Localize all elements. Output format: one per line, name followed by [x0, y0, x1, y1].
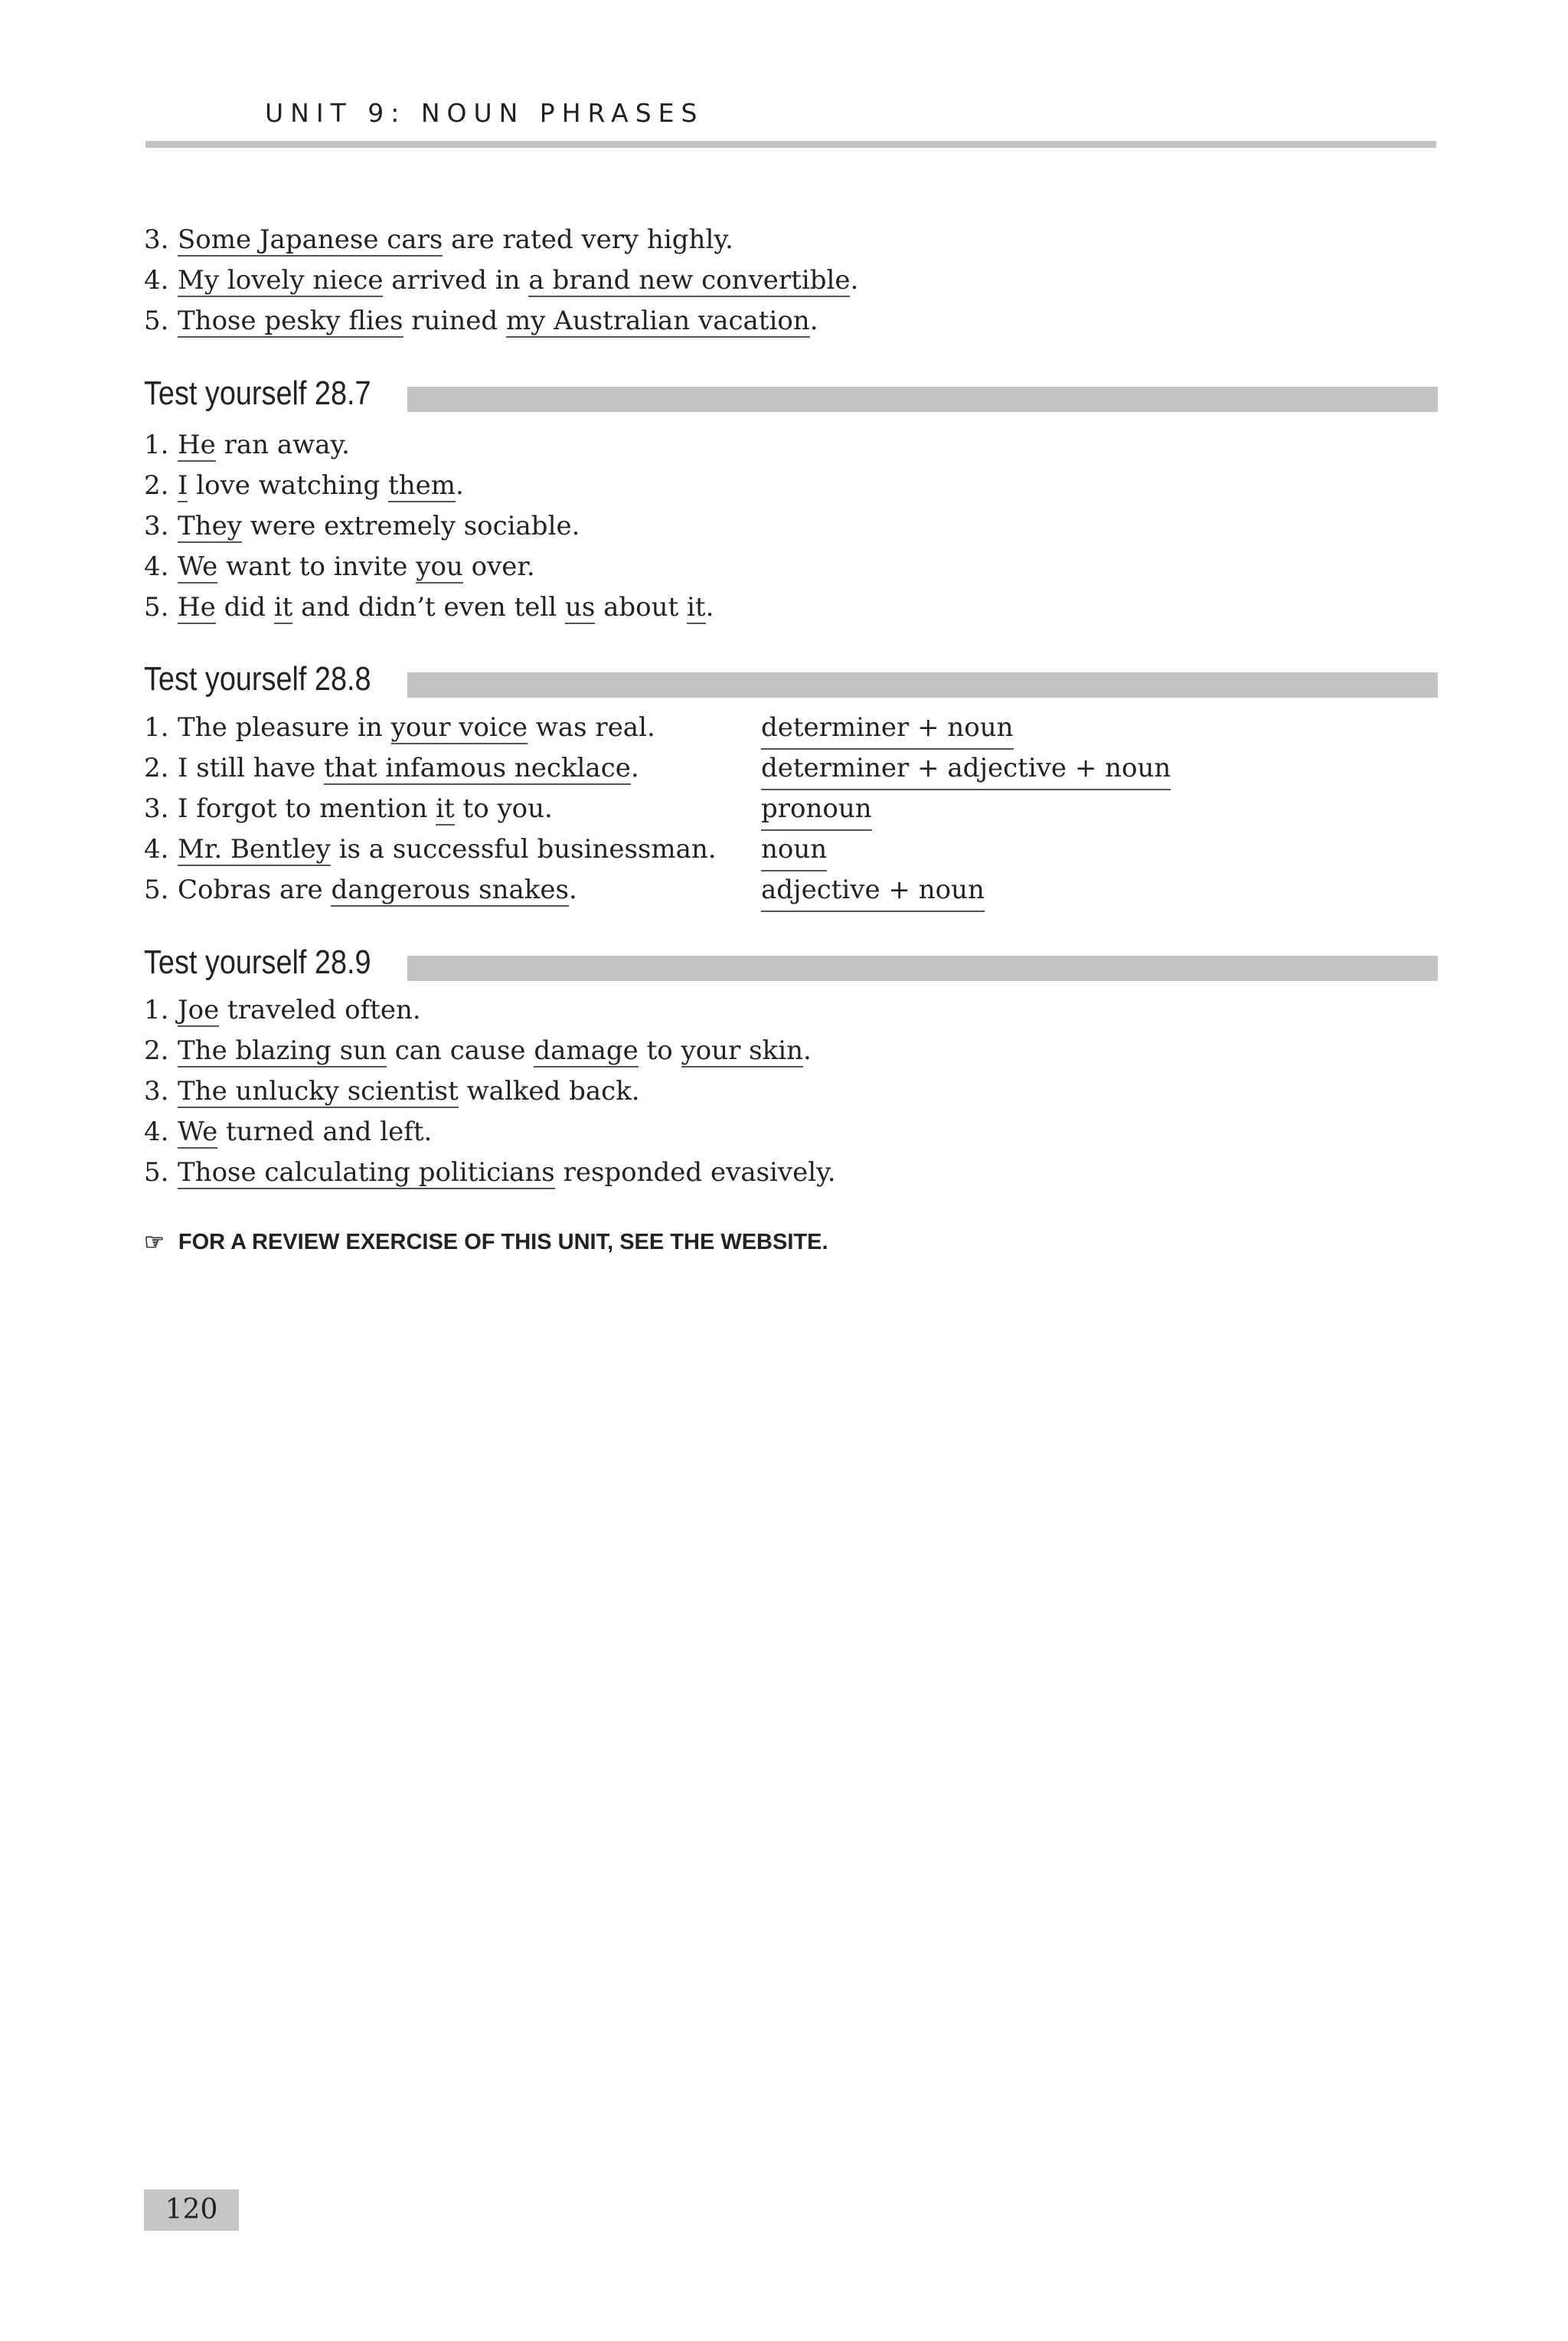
sentence-text: to you.: [454, 793, 553, 824]
item-sentence: [178, 466, 464, 506]
sentence-text: can cause: [386, 1035, 534, 1066]
sentence-text: did: [215, 592, 274, 623]
item-number: 4.: [144, 834, 169, 865]
item-number: 3.: [144, 793, 169, 824]
underlined-phrase: a brand new convertible: [528, 265, 851, 296]
section-title: Test yourself 28.9: [144, 943, 371, 981]
sentence-text: love watching: [188, 470, 389, 501]
list-item: [144, 301, 1438, 342]
underlined-phrase: My lovely niece: [178, 265, 384, 296]
section-heading-28-9: [144, 940, 1438, 986]
item-number: 4.: [144, 1117, 169, 1147]
underlined-phrase: your skin: [681, 1035, 803, 1066]
sentence-text: turned and left.: [217, 1117, 433, 1147]
sentence-text: The pleasure in: [178, 712, 391, 743]
sentence-text: are rated very highly.: [443, 224, 733, 255]
list-item: [144, 708, 1438, 748]
sentence-text: arrived in: [383, 265, 529, 296]
underlined-phrase: The blazing sun: [178, 1035, 387, 1066]
underlined-phrase: you: [416, 551, 463, 582]
item-sentence: [178, 1031, 812, 1071]
underlined-phrase: The unlucky scientist: [178, 1076, 459, 1107]
list-item: [144, 587, 1438, 628]
sentence-text: .: [850, 265, 859, 296]
underlined-phrase: it: [436, 793, 455, 824]
underlined-phrase: They: [178, 511, 242, 541]
underlined-phrase: it: [273, 592, 293, 623]
item-sentence: [178, 829, 717, 870]
sentence-text: I still have: [178, 753, 325, 783]
review-text: FOR A REVIEW EXERCISE OF THIS UNIT, SEE THE WEBSITE.: [178, 1230, 828, 1254]
sentence-text: .: [705, 592, 714, 623]
answer-label: noun: [761, 829, 827, 871]
item-sentence: [178, 220, 733, 260]
sentence-text: ran away.: [215, 430, 350, 460]
list-item: [144, 547, 1438, 587]
item-sentence: [178, 1153, 836, 1193]
item-number: 4.: [144, 551, 169, 582]
list-item: [144, 1112, 1438, 1153]
item-sentence: [178, 425, 350, 466]
item-number: 2.: [144, 470, 169, 501]
item-number: 3.: [144, 1076, 169, 1107]
underlined-phrase: I: [178, 470, 188, 501]
item-sentence: [178, 708, 655, 748]
item-sentence: [178, 1071, 640, 1112]
list-item: [144, 466, 1438, 506]
item-number: 3.: [144, 224, 169, 255]
item-number: 5.: [144, 1157, 169, 1188]
sentence-text: over.: [462, 551, 535, 582]
underlined-phrase: He: [178, 592, 216, 623]
underlined-phrase: that infamous necklace: [324, 753, 631, 783]
sentence-text: were extremely sociable.: [241, 511, 580, 541]
list-item: [144, 990, 1438, 1031]
item-number: 5.: [144, 592, 169, 623]
item-sentence: [178, 789, 553, 829]
list-item: [144, 1153, 1438, 1193]
list-item: [144, 425, 1438, 466]
running-header: [145, 90, 1432, 136]
answer-list-28-7: [144, 425, 1438, 628]
underlined-phrase: Those pesky flies: [178, 306, 403, 336]
sentence-text: .: [630, 753, 639, 783]
underlined-phrase: damage: [534, 1035, 639, 1066]
sentence-text: traveled often.: [219, 995, 421, 1025]
item-sentence: [178, 547, 535, 587]
underlined-phrase: it: [687, 592, 706, 623]
section-heading-28-8: [144, 656, 1438, 702]
sentence-text: to: [638, 1035, 681, 1066]
item-number: 1.: [144, 995, 169, 1025]
section-title: Test yourself 28.7: [144, 374, 371, 412]
sentence-text: about: [595, 592, 688, 623]
underlined-phrase: Those calculating politicians: [178, 1157, 555, 1188]
sentence-text: Cobras are: [178, 875, 332, 905]
item-number: 3.: [144, 511, 169, 541]
list-item: [144, 748, 1438, 789]
list-item: [144, 870, 1438, 911]
item-sentence: [178, 748, 639, 789]
list-item: [144, 1071, 1438, 1112]
answer-label: determiner + adjective + noun: [761, 748, 1171, 790]
sentence-text: .: [809, 306, 818, 336]
underlined-phrase: us: [564, 592, 596, 623]
answer-label: adjective + noun: [761, 870, 985, 912]
underlined-phrase: my Australian vacation: [505, 306, 810, 336]
item-number: 2.: [144, 1035, 169, 1066]
item-number: 5.: [144, 875, 169, 905]
answer-label: determiner + noun: [761, 708, 1014, 750]
item-number: 1.: [144, 430, 169, 460]
sentence-text: .: [568, 875, 577, 905]
list-item: [144, 829, 1438, 870]
sentence-text: want to invite: [217, 551, 416, 582]
sentence-text: I forgot to mention: [178, 793, 436, 824]
item-sentence: [178, 506, 580, 547]
item-number: 5.: [144, 306, 169, 336]
item-sentence: [178, 990, 421, 1031]
underlined-phrase: Joe: [178, 995, 220, 1025]
sentence-text: .: [803, 1035, 812, 1066]
section-title: Test yourself 28.8: [144, 660, 371, 698]
section-bar: [407, 956, 1438, 981]
item-sentence: [178, 260, 858, 301]
sentence-text: was real.: [528, 712, 655, 743]
section-bar: [407, 387, 1438, 412]
item-number: 4.: [144, 265, 169, 296]
item-number: 1.: [144, 712, 169, 743]
section-bar: [407, 672, 1438, 698]
underlined-phrase: them: [388, 470, 456, 501]
pointing-hand-icon: ☞: [144, 1230, 165, 1255]
list-item: [144, 220, 1438, 260]
list-item: [144, 1031, 1438, 1071]
item-sentence: [178, 870, 577, 911]
review-note: [144, 1229, 828, 1256]
item-sentence: [178, 301, 818, 342]
unit-title: UNIT 9: NOUN PHRASES: [265, 98, 704, 128]
list-item: [144, 506, 1438, 547]
item-sentence: [178, 587, 714, 628]
page-number: 120: [144, 2189, 239, 2231]
sentence-text: .: [455, 470, 464, 501]
sentence-text: walked back.: [458, 1076, 640, 1107]
answer-list-28-9: [144, 990, 1438, 1193]
sentence-text: is a successful businessman.: [330, 834, 717, 865]
answer-label: pronoun: [761, 789, 872, 831]
item-number: 2.: [144, 753, 169, 783]
list-item: [144, 260, 1438, 301]
sentence-text: ruined: [403, 306, 506, 336]
underlined-phrase: We: [178, 1117, 218, 1147]
item-sentence: [178, 1112, 432, 1153]
underlined-phrase: He: [178, 430, 216, 460]
list-item: [144, 789, 1438, 829]
answer-list-continued: [144, 220, 1438, 342]
underlined-phrase: dangerous snakes: [331, 875, 569, 905]
underlined-phrase: Some Japanese cars: [178, 224, 443, 255]
sentence-text: and didn’t even tell: [292, 592, 565, 623]
underlined-phrase: We: [178, 551, 218, 582]
section-heading-28-7: [144, 371, 1438, 417]
sentence-text: responded evasively.: [554, 1157, 836, 1188]
answer-list-28-8: [144, 708, 1438, 911]
underlined-phrase: your voice: [390, 712, 528, 743]
header-rule: [145, 141, 1436, 148]
underlined-phrase: Mr. Bentley: [178, 834, 331, 865]
